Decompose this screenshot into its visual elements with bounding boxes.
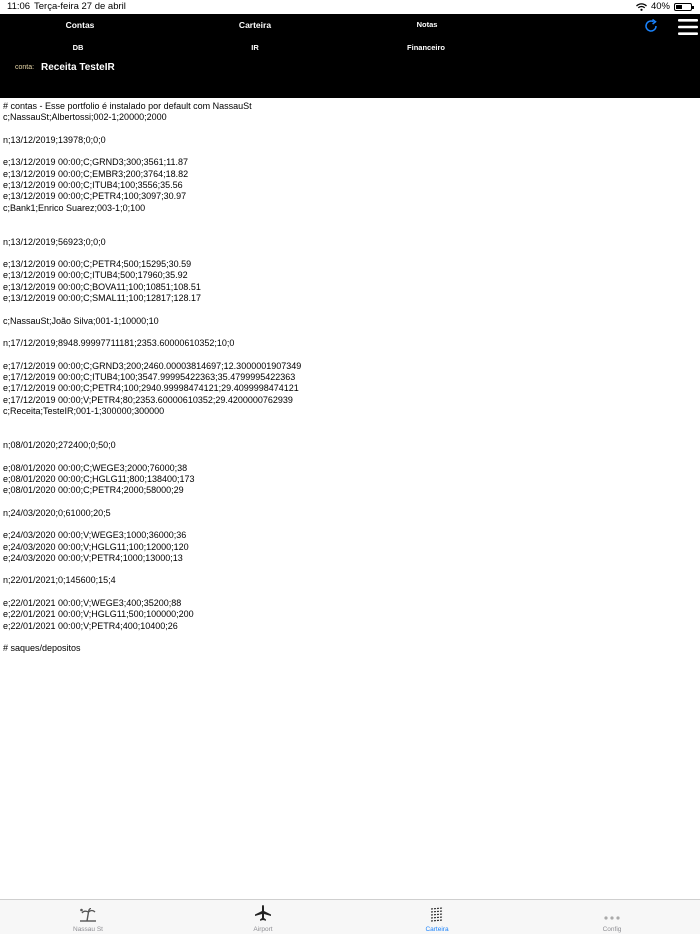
wifi-icon [636,3,647,11]
text-line [3,519,693,530]
tab-bar [0,899,700,934]
tab-label: Carteira [425,926,449,933]
text-line: # saques/depositos [3,643,81,654]
refresh-icon[interactable] [643,18,659,34]
tab-nassau-st[interactable] [48,904,128,933]
conta-label: conta: [15,64,35,71]
text-line: e;08/01/2020 00:00;C;PETR4;2000;58000;29 [3,485,184,496]
text-line [3,214,693,225]
menu-icon[interactable] [678,18,698,36]
tab-label: Airport [253,926,273,933]
portfolio-list-icon [430,907,444,922]
text-line: n;13/12/2019;56923;0;0;0 [3,236,106,247]
more-dots-icon [603,914,621,922]
text-line [3,587,693,598]
text-line: e;13/12/2019 00:00;C;SMAL11;100;12817;128.17 [3,293,201,304]
text-line: n;22/01/2021;0;145600;15;4 [3,575,116,586]
text-line: e;17/12/2019 00:00;C;GRND3;200;2460.00003814697;12.3000001907349 [3,360,302,371]
text-line: e;13/12/2019 00:00;C;BOVA11;100;10851;108.51 [3,281,201,292]
text-line [3,451,693,462]
text-line: c;Receita;TesteIR;001-1;300000;300000 [3,406,165,417]
text-line: e;08/01/2020 00:00;C;WEGE3;2000;76000;38 [3,462,188,473]
text-line [3,146,693,157]
text-line: e;13/12/2019 00:00;C;PETR4;100;3097;30.97 [3,191,187,202]
status-date: Terça-feira 27 de abril [34,1,126,12]
text-line: c;Bank1;Enrico Suarez;003-1;0;100 [3,202,146,213]
battery-percent: 40% [650,1,670,12]
text-line: e;13/12/2019 00:00;C;GRND3;300;3561;11.87 [3,157,188,168]
text-line: e;13/12/2019 00:00;C;PETR4;500;15295;30.59 [3,259,192,270]
text-line: e;24/03/2020 00:00;V;WEGE3;1000;36000;36 [3,530,187,541]
text-line: e;13/12/2019 00:00;C;EMBR3;200;3764;18.82 [3,168,189,179]
ir-button[interactable]: IR [251,43,259,52]
app-header [0,14,700,98]
text-line [3,564,693,575]
text-line [3,429,693,440]
tab-label: Config [602,926,622,933]
text-line: e;17/12/2019 00:00;C;PETR4;100;2940.99998474121;29.4099998474121 [3,383,299,394]
text-line: n;24/03/2020;0;61000;20;5 [3,507,111,518]
beach-icon [79,908,97,922]
text-line: e;24/03/2020 00:00;V;PETR4;1000;13000;13 [3,552,183,563]
conta-selector[interactable]: Receita TesteIR [41,62,115,73]
text-line: n;13/12/2019;13978;0;0;0 [3,134,106,145]
financeiro-button[interactable]: Financeiro [407,43,445,52]
text-line [3,124,693,135]
tab-airport[interactable] [223,904,303,933]
status-right [636,0,692,14]
db-button[interactable]: DB [72,43,84,52]
text-line: e;08/01/2020 00:00;C;HGLG11;800;138400;173 [3,473,195,484]
tab-carteira[interactable] [397,904,477,933]
text-line: n;17/12/2019;8948.99997711181;2353.60000610352;10;0 [3,338,235,349]
text-line [3,248,693,259]
text-line: e;22/01/2021 00:00;V;PETR4;400;10400;26 [3,620,178,631]
text-line [3,304,693,315]
status-bar [0,0,700,14]
text-line [3,225,693,236]
text-line [3,632,693,643]
status-time: 11:06 [7,1,31,12]
text-line [3,327,693,338]
text-line [3,496,693,507]
text-line: e;17/12/2019 00:00;V;PETR4;80;2353.60000610352;29.4200000762939 [3,394,293,405]
notas-button[interactable]: Notas [416,20,438,29]
text-line: e;13/12/2019 00:00;C;ITUB4;100;3556;35.56 [3,180,183,191]
portfolio-text-editor[interactable] [3,101,693,655]
text-line: e;13/12/2019 00:00;C;ITUB4;500;17960;35.92 [3,270,188,281]
text-line: e;17/12/2019 00:00;C;ITUB4;100;3547.99995422363;35.4799995422363 [3,372,296,383]
text-line: e;24/03/2020 00:00;V;HGLG11;100;12000;120 [3,541,189,552]
tab-config[interactable] [572,904,652,933]
tab-label: Nassau St [73,926,103,933]
text-line: n;08/01/2020;272400;0;50;0 [3,439,116,450]
airplane-icon [254,904,272,922]
text-line: c;NassauSt;João Silva;001-1;10000;10 [3,315,159,326]
text-line [3,417,693,428]
text-line: # contas - Esse portfolio é instalado por default com NassauSt [3,101,252,111]
text-line: c;NassauSt;Albertossi;002-1;20000;2000 [3,112,167,123]
text-line [3,350,693,361]
carteira-button[interactable]: Carteira [238,20,272,30]
text-line: e;22/01/2021 00:00;V;WEGE3;400;35200;88 [3,598,182,609]
battery-icon [674,3,692,11]
contas-button[interactable]: Contas [65,20,95,30]
text-line: e;22/01/2021 00:00;V;HGLG11;500;100000;200 [3,609,194,620]
